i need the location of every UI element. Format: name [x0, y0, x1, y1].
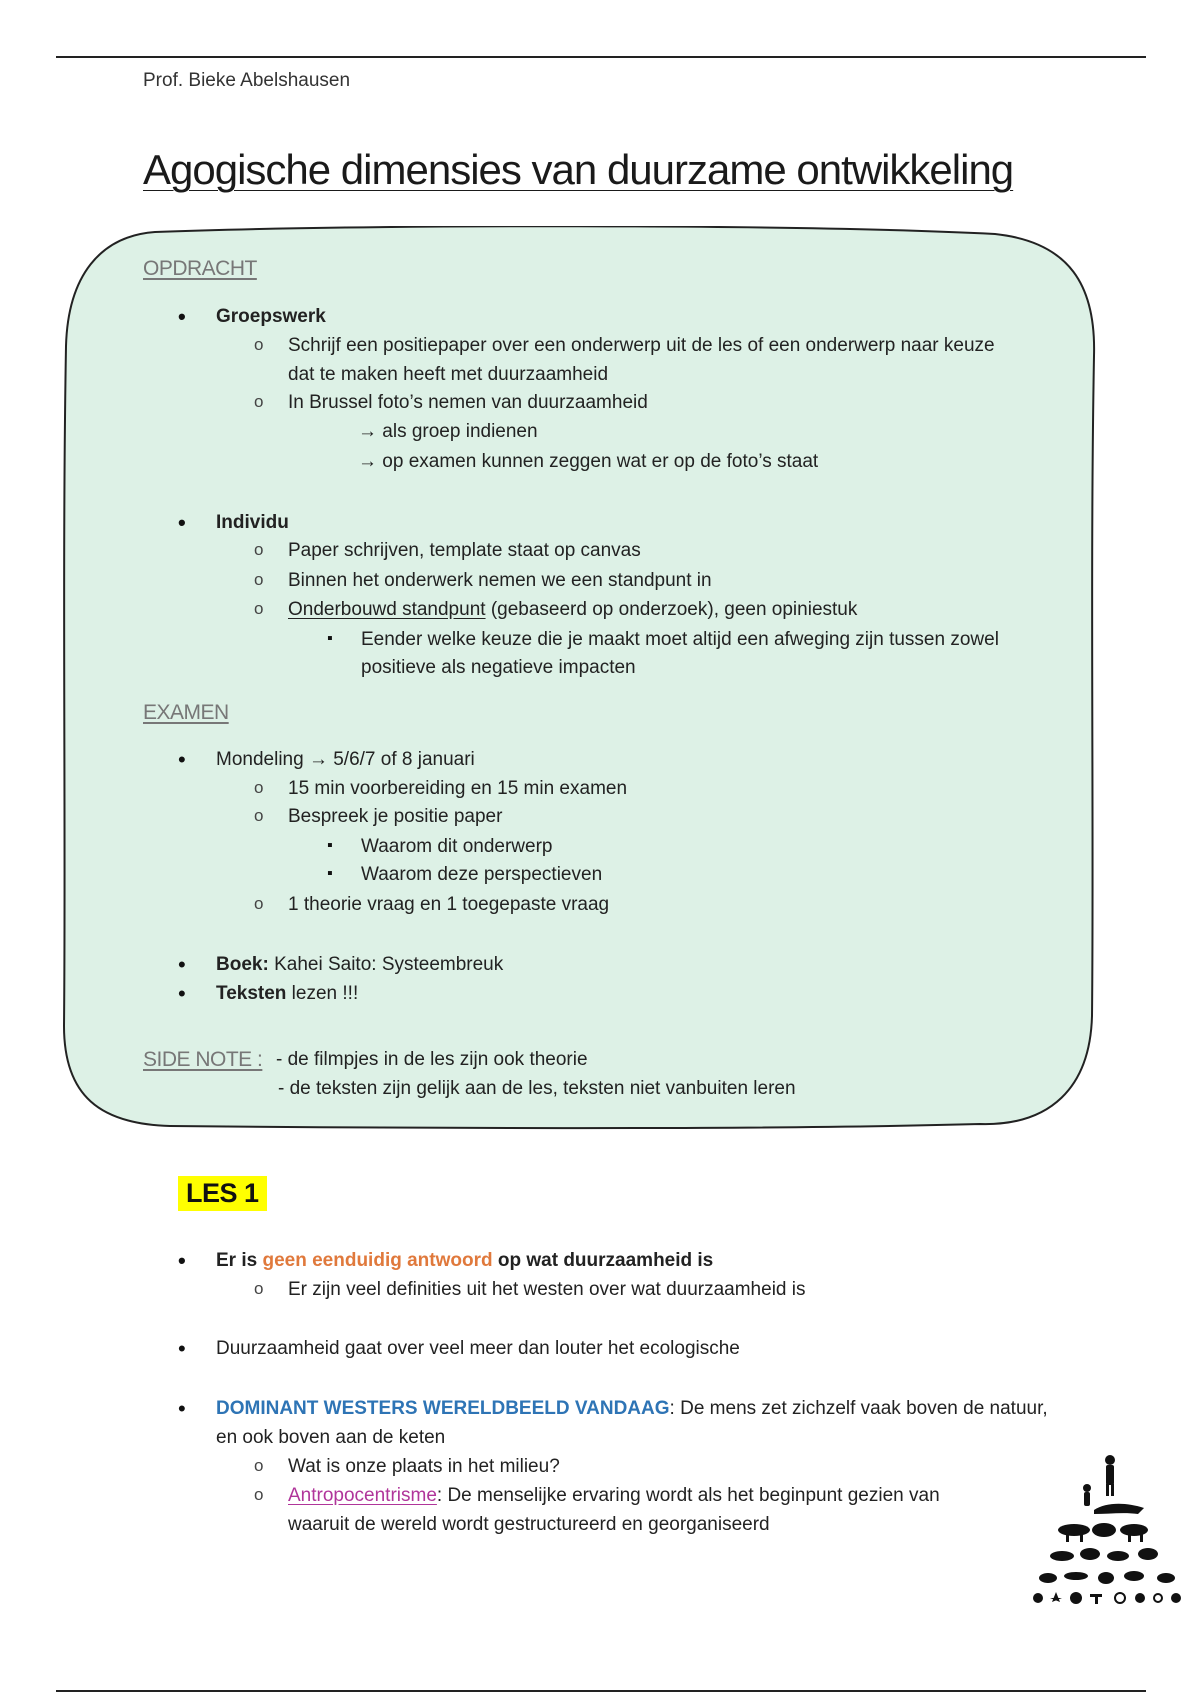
list-item: ▪ Waarom dit onderwerp — [361, 835, 552, 859]
list-item: o Schrijf een positiepaper over een onderwerp uit de les of een onderwerp naar keuze — [288, 334, 995, 358]
highlighted-term: Antropocentrisme — [288, 1485, 437, 1506]
side-note-line: - de teksten zijn gelijk aan de les, teksten niet vanbuiten leren — [278, 1078, 796, 1099]
list-item-continuation: dat te maken heeft met duurzaamheid — [288, 364, 609, 385]
les-heading: LES 1 — [178, 1176, 267, 1211]
arrow-note: → als groep indienen — [358, 421, 538, 442]
side-note-line: - de filmpjes in de les zijn ook theorie — [276, 1049, 588, 1070]
list-item: o Paper schrijven, template staat op canvas — [288, 539, 641, 563]
list-item: o 1 theorie vraag en 1 toegepaste vraag — [288, 893, 609, 917]
boek-label: Boek: — [216, 954, 269, 975]
list-item: ▪ Waarom deze perspectieven — [361, 863, 602, 887]
top-rule — [56, 56, 1146, 58]
list-item-text: (gebaseerd op onderzoek), geen opiniestuk — [485, 599, 858, 620]
teksten-label: Teksten — [216, 983, 287, 1004]
page-title: Agogische dimensies van duurzame ontwikkeling — [143, 146, 1014, 193]
text-span: Er is — [216, 1250, 263, 1271]
list-item-continuation: positieve als negatieve impacten — [361, 657, 636, 678]
teksten-text: lezen !!! — [286, 983, 359, 1004]
list-item: o Bespreek je positie paper — [288, 805, 502, 829]
list-item: • Mondeling → 5/6/7 of 8 januari — [216, 748, 475, 772]
text-span: : De mens zet zichzelf vaak boven de natuur, — [669, 1398, 1048, 1419]
list-item: • Duurzaamheid gaat over veel meer dan louter het ecologische — [216, 1337, 740, 1361]
list-item — [216, 1397, 1048, 1421]
underlined-term: Onderbouwd standpunt — [288, 599, 486, 620]
text-span: : De menselijke ervaring wordt als het beginpunt gezien van — [436, 1485, 940, 1506]
boek-text: Kahei Saito: Systeembreuk — [268, 954, 504, 975]
list-item — [288, 598, 857, 622]
list-item: ▪ Eender welke keuze die je maakt moet altijd een afweging zijn tussen zowel — [361, 628, 999, 652]
list-item — [288, 1484, 940, 1508]
list-item: o 15 min voorbereiding en 15 min examen — [288, 777, 627, 801]
bottom-rule — [56, 1690, 1146, 1692]
highlighted-term: DOMINANT WESTERS WERELDBEELD VANDAAG — [216, 1398, 670, 1419]
list-item-continuation: en ook boven aan de keten — [216, 1427, 446, 1448]
list-item: o Binnen het onderwerk nemen we een standpunt in — [288, 569, 712, 593]
section-heading-sidenote: SIDE NOTE : — [143, 1048, 263, 1071]
list-item: o Wat is onze plaats in het milieu? — [288, 1455, 560, 1479]
section-heading-opdracht: OPDRACHT — [143, 257, 257, 280]
list-item — [216, 982, 358, 1006]
author: Prof. Bieke Abelshausen — [143, 70, 351, 91]
list-item — [216, 953, 503, 977]
list-item: o Er zijn veel definities uit het westen over wat duurzaamheid is — [288, 1278, 805, 1302]
list-item — [216, 1249, 713, 1273]
list-item-continuation: waaruit de wereld wordt gestructureerd en georganiseerd — [288, 1514, 770, 1535]
highlighted-phrase: geen eenduidig antwoord — [262, 1250, 493, 1271]
section-heading-examen: EXAMEN — [143, 701, 229, 724]
list-item: • Groepswerk — [216, 305, 326, 329]
list-item: o In Brussel foto’s nemen van duurzaamheid — [288, 391, 648, 415]
text-span: op wat duurzaamheid is — [492, 1250, 714, 1271]
arrow-note: → op examen kunnen zeggen wat er op de foto’s staat — [358, 451, 819, 472]
list-item: • Individu — [216, 511, 289, 535]
anthropocentric-pyramid-image — [1026, 1452, 1188, 1612]
